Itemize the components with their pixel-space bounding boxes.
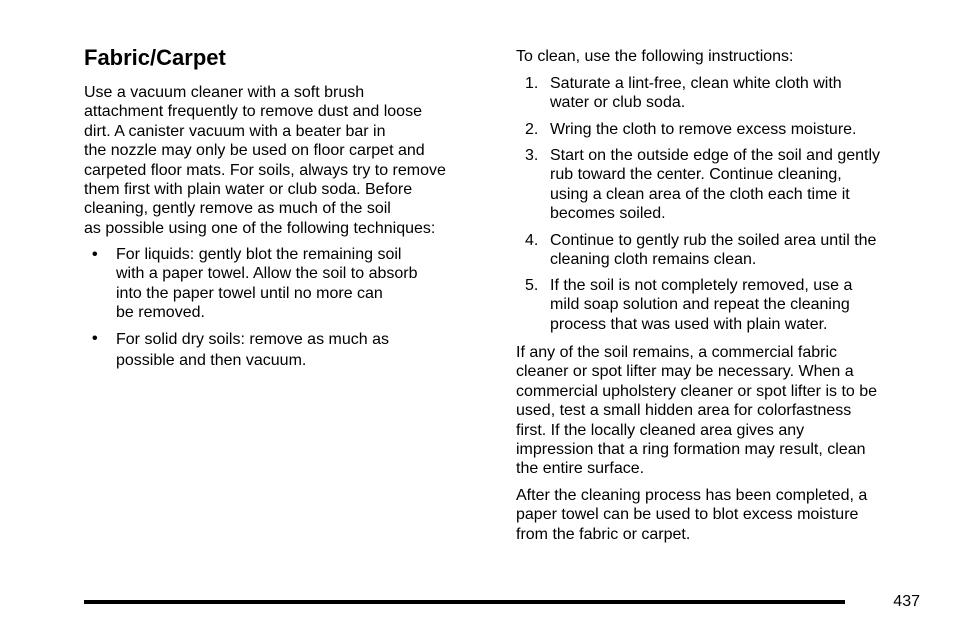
text-line: with a paper towel. Allow the soil to absorb — [116, 265, 418, 283]
after-cleaning-paragraph — [516, 486, 867, 544]
text-line: be removed. — [116, 304, 205, 322]
text-line: cleaner or spot lifter may be necessary. When a — [516, 363, 854, 381]
bullet-text — [116, 245, 418, 323]
text-line: becomes soiled. — [550, 205, 666, 223]
bullet-marker: • — [92, 330, 98, 347]
section-title: Fabric/Carpet — [84, 45, 226, 70]
text-line: them first with plain water or club soda. Before — [84, 181, 413, 199]
bullet-marker: • — [92, 246, 98, 263]
text-line: process that was used with plain water. — [550, 315, 828, 333]
step-text — [550, 276, 852, 334]
text-line: To clean, use the following instructions: — [516, 48, 794, 65]
step-3 — [516, 146, 926, 226]
page-number: 437 — [893, 593, 920, 610]
text-line: cleaning cloth remains clean. — [550, 251, 757, 269]
bullet-text — [116, 329, 389, 371]
footer-rule — [84, 600, 845, 604]
text-line: cleaning, gently remove as much of the soil — [84, 200, 391, 218]
text-line: paper towel can be used to blot excess moisture — [516, 506, 859, 524]
text-line: water or club soda. — [550, 94, 686, 112]
step-1 — [516, 74, 926, 114]
text-line: carpeted floor mats. For soils, always try to remove — [84, 161, 446, 179]
step-text — [550, 146, 880, 224]
text-line: dirt. A canister vacuum with a beater bar in — [84, 122, 386, 140]
text-line: Saturate a lint-free, clean white cloth with — [550, 75, 842, 92]
step-text — [550, 231, 876, 270]
step-number: 5. — [525, 277, 539, 294]
text-line: used, test a small hidden area for colorfastness — [516, 402, 852, 420]
text-line: as possible using one of the following techniques: — [84, 219, 436, 237]
step-number: 3. — [525, 147, 539, 164]
step-number: 2. — [525, 121, 539, 138]
intro-paragraph — [84, 83, 446, 238]
text-line: mild soap solution and repeat the cleaning — [550, 296, 850, 314]
text-line: impression that a ring formation may result, clean — [516, 441, 866, 459]
bullet-item-liquids — [84, 245, 492, 325]
text-line: into the paper towel until no more can — [116, 284, 383, 302]
step-number: 4. — [525, 232, 539, 249]
text-line: possible and then vacuum. — [116, 352, 307, 369]
text-line: commercial upholstery cleaner or spot lifter is to be — [516, 382, 878, 400]
text-line: attachment frequently to remove dust and loose — [84, 103, 422, 121]
step-5 — [516, 276, 926, 336]
text-line: from the fabric or carpet. — [516, 525, 691, 543]
text-line: the entire surface. — [516, 460, 645, 478]
text-line: For liquids: gently blot the remaining soil — [116, 246, 402, 263]
text-line: After the cleaning process has been completed, a — [516, 487, 868, 504]
text-line: Continue to gently rub the soiled area until the — [550, 232, 877, 249]
step-text — [550, 120, 857, 139]
text-line: the nozzle may only be used on floor carpet and — [84, 142, 425, 160]
instructions-intro — [516, 47, 793, 66]
text-line: If the soil is not completely removed, use a — [550, 277, 853, 294]
step-4 — [516, 231, 926, 271]
bullet-item-solid-soils — [84, 329, 492, 374]
text-line: Use a vacuum cleaner with a soft brush — [84, 84, 365, 101]
text-line: using a clean area of the cloth each time it — [550, 185, 850, 203]
text-line: For solid dry soils: remove as much as — [116, 331, 389, 348]
text-line: first. If the locally cleaned area gives any — [516, 421, 805, 439]
text-line: If any of the soil remains, a commercial fabric — [516, 344, 838, 361]
step-number: 1. — [525, 75, 539, 92]
text-line: Start on the outside edge of the soil and gently — [550, 147, 881, 164]
step-text — [550, 74, 842, 113]
text-line: Wring the cloth to remove excess moisture. — [550, 121, 857, 138]
step-2 — [516, 120, 926, 140]
text-line: rub toward the center. Continue cleaning, — [550, 166, 842, 184]
commercial-cleaner-paragraph — [516, 343, 877, 479]
